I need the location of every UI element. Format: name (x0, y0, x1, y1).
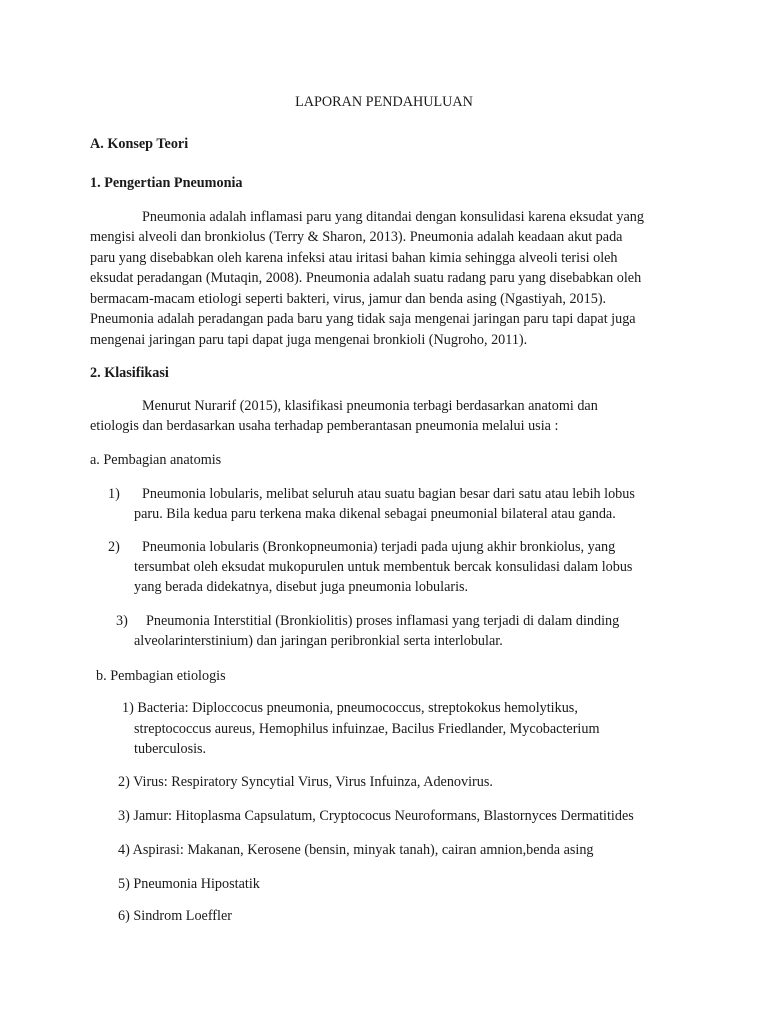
list-item-line: Pneumonia lobularis (Bronkopneumonia) terjadi pada ujung akhir bronkiolus, yang (142, 539, 616, 555)
subheading-anatomis: a. Pembagian anatomis (90, 452, 222, 468)
list-item-number: 3) (116, 613, 128, 629)
paragraph-line: eksudat peradangan (Mutaqin, 2008). Pneumonia adalah suatu radang paru yang disebabkan oleh (90, 270, 642, 286)
paragraph-line: etiologis dan berdasarkan usaha terhadap pemberantasan pneumonia melalui usia : (90, 418, 559, 434)
list-item-line: 3) Jamur: Hitoplasma Capsulatum, Cryptococus Neuroformans, Blastornyces Dermatitides (118, 808, 634, 824)
list-item-line: paru. Bila kedua paru terkena maka dikenal sebagai pneumonial bilateral atau ganda. (134, 506, 616, 522)
section-heading-a: A. Konsep Teori (90, 136, 189, 152)
heading-klasifikasi: 2. Klasifikasi (90, 365, 169, 381)
list-item-line: alveolarinterstinium) dan jaringan peribronkial serta interlobular. (134, 633, 503, 649)
subheading-etiologis: b. Pembagian etiologis (96, 668, 226, 684)
list-item-line: 5) Pneumonia Hipostatik (118, 876, 260, 892)
paragraph-line: Pneumonia adalah peradangan pada baru yang tidak saja mengenai jaringan paru tapi dapat juga (90, 311, 636, 327)
list-item-number: 1) (108, 486, 120, 502)
list-item-line: 4) Aspirasi: Makanan, Kerosene (bensin, minyak tanah), cairan amnion,benda asing (118, 842, 594, 858)
list-item-line: tuberculosis. (134, 741, 207, 757)
list-item-line: 1) Bacteria: Diploccocus pneumonia, pneumococcus, streptokokus hemolytikus, (122, 700, 578, 716)
paragraph-line: mengisi alveoli dan bronkiolus (Terry & Sharon, 2013). Pneumonia adalah keadaan akut pada (90, 229, 623, 245)
list-item-line: Pneumonia lobularis, melibat seluruh atau suatu bagian besar dari satu atau lebih lobus (142, 486, 635, 502)
heading-pengertian: 1. Pengertian Pneumonia (90, 175, 243, 191)
list-item-line: tersumbat oleh eksudat mukopurulen untuk membentuk bercak konsulidasi dalam lobus (134, 559, 633, 575)
paragraph-line: Pneumonia adalah inflamasi paru yang ditandai dengan konsulidasi karena eksudat yang (142, 209, 644, 225)
list-item-line: yang berada didekatnya, disebut juga pneumonia lobularis. (134, 579, 469, 595)
document-title: LAPORAN PENDAHULUAN (295, 94, 473, 110)
list-item-number: 2) (108, 539, 120, 555)
paragraph-line: paru yang disebabkan oleh karena infeksi atau iritasi bahan kimia sehingga alveoli terisi oleh (90, 250, 618, 266)
list-item-line: 2) Virus: Respiratory Syncytial Virus, Virus Infuinza, Adenovirus. (118, 774, 493, 790)
list-item-line: 6) Sindrom Loeffler (118, 908, 232, 924)
list-item-line: streptococcus aureus, Hemophilus infuinzae, Bacilus Friedlander, Mycobacterium (134, 721, 600, 737)
paragraph-line: mengenai jaringan paru tapi dapat juga mengenai bronkioli (Nugroho, 2011). (90, 332, 528, 348)
paragraph-line: Menurut Nurarif (2015), klasifikasi pneumonia terbagi berdasarkan anatomi dan (142, 398, 598, 414)
list-item-line: Pneumonia Interstitial (Bronkiolitis) proses inflamasi yang terjadi di dalam dinding (146, 613, 620, 629)
paragraph-line: bermacam-macam etiologi seperti bakteri, virus, jamur dan benda asing (Ngastiyah, 2015). (90, 291, 607, 307)
